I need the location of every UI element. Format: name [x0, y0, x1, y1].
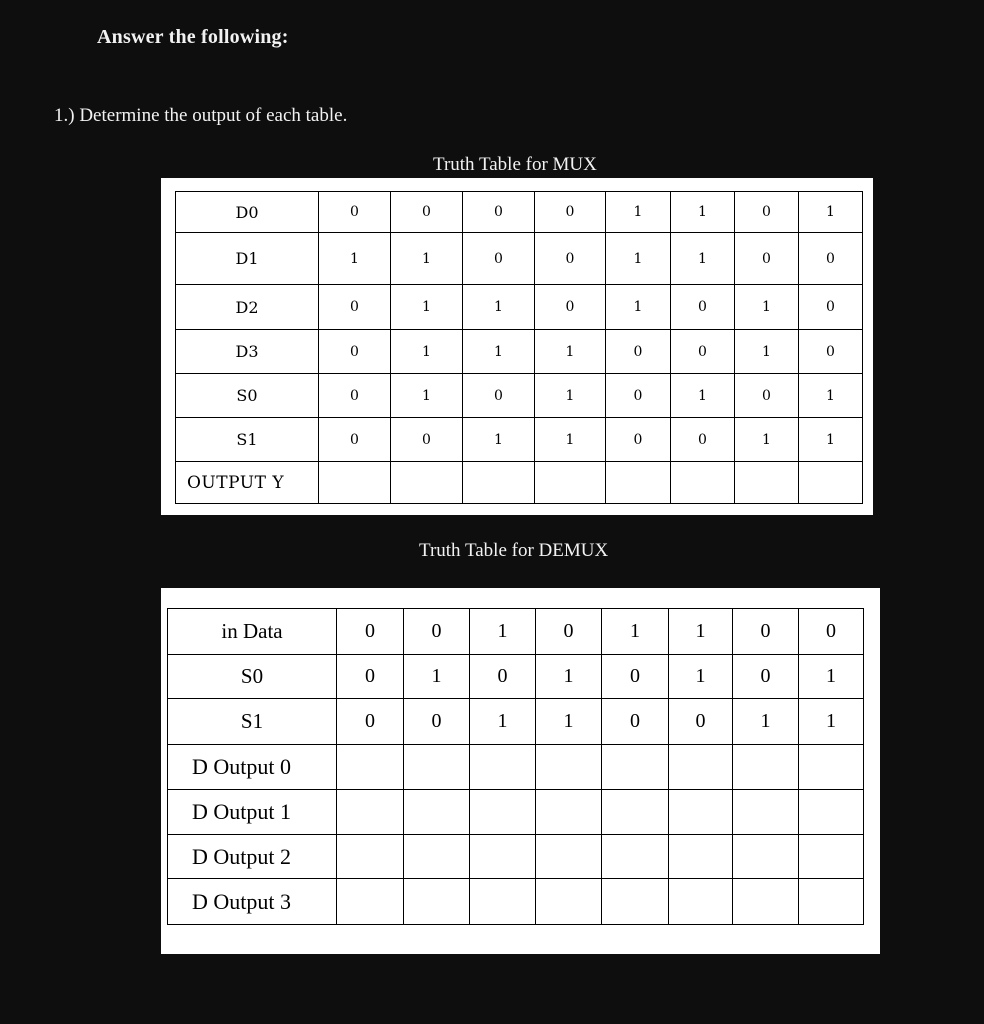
mux-cell: 0	[606, 330, 671, 374]
mux-output-answer-cell[interactable]	[799, 462, 863, 504]
mux-cell: 1	[671, 374, 735, 418]
demux-output-answer-cell[interactable]	[799, 835, 864, 879]
question-text: 1.) Determine the output of each table.	[54, 105, 348, 126]
mux-cell: 0	[319, 374, 391, 418]
mux-cell: 0	[463, 374, 535, 418]
mux-row-d0	[176, 192, 863, 233]
demux-row-output-1	[168, 790, 864, 835]
mux-cell: 1	[391, 285, 463, 330]
demux-output-answer-cell[interactable]	[799, 790, 864, 835]
mux-cell: 1	[799, 192, 863, 233]
demux-cell: 1	[733, 699, 799, 745]
demux-output-answer-cell[interactable]	[799, 879, 864, 925]
demux-table-caption: Truth Table for DEMUX	[419, 540, 609, 561]
demux-cell: 0	[733, 609, 799, 655]
demux-output-label: D Output 3	[168, 879, 337, 925]
demux-cell: 0	[337, 699, 404, 745]
mux-cell: 1	[606, 192, 671, 233]
mux-cell: 0	[799, 330, 863, 374]
mux-row-d3	[176, 330, 863, 374]
demux-output-answer-cell[interactable]	[337, 879, 404, 925]
mux-output-answer-cell[interactable]	[671, 462, 735, 504]
mux-row-label: S1	[176, 418, 319, 462]
mux-row-d1	[176, 233, 863, 285]
mux-cell: 0	[319, 330, 391, 374]
mux-cell: 0	[671, 285, 735, 330]
demux-output-answer-cell[interactable]	[733, 835, 799, 879]
demux-cell: 0	[669, 699, 733, 745]
mux-cell: 0	[463, 233, 535, 285]
demux-cell: 1	[669, 655, 733, 699]
mux-cell: 1	[735, 330, 799, 374]
mux-cell: 0	[735, 192, 799, 233]
demux-cell: 0	[536, 609, 602, 655]
demux-cell: 1	[536, 655, 602, 699]
demux-cell: 1	[536, 699, 602, 745]
mux-row-label: D2	[176, 285, 319, 330]
demux-cell: 1	[470, 609, 536, 655]
demux-output-answer-cell[interactable]	[337, 745, 404, 790]
mux-cell: 0	[671, 418, 735, 462]
demux-cell: 0	[799, 609, 864, 655]
mux-cell: 1	[535, 330, 606, 374]
mux-cell: 1	[606, 233, 671, 285]
demux-output-answer-cell[interactable]	[337, 790, 404, 835]
demux-cell: 0	[733, 655, 799, 699]
mux-output-answer-cell[interactable]	[319, 462, 391, 504]
mux-output-label: OUTPUT Y	[176, 462, 319, 504]
demux-output-answer-cell[interactable]	[536, 745, 602, 790]
mux-cell: 1	[463, 330, 535, 374]
demux-output-answer-cell[interactable]	[602, 745, 669, 790]
mux-cell: 0	[606, 418, 671, 462]
demux-output-label: D Output 2	[168, 835, 337, 879]
mux-cell: 0	[391, 192, 463, 233]
demux-output-answer-cell[interactable]	[669, 879, 733, 925]
mux-cell: 1	[319, 233, 391, 285]
mux-cell: 0	[799, 285, 863, 330]
mux-output-answer-cell[interactable]	[391, 462, 463, 504]
demux-output-answer-cell[interactable]	[470, 745, 536, 790]
demux-row-output-3	[168, 879, 864, 925]
mux-cell: 1	[391, 374, 463, 418]
mux-cell: 0	[319, 192, 391, 233]
mux-cell: 0	[319, 418, 391, 462]
mux-output-answer-cell[interactable]	[606, 462, 671, 504]
demux-output-answer-cell[interactable]	[470, 790, 536, 835]
mux-row-s0	[176, 374, 863, 418]
demux-cell: 1	[669, 609, 733, 655]
mux-cell: 0	[319, 285, 391, 330]
demux-output-answer-cell[interactable]	[404, 879, 470, 925]
mux-cell: 1	[735, 418, 799, 462]
demux-output-answer-cell[interactable]	[404, 790, 470, 835]
mux-cell: 0	[799, 233, 863, 285]
demux-row-s0	[168, 655, 864, 699]
demux-cell: 1	[404, 655, 470, 699]
mux-cell: 0	[463, 192, 535, 233]
demux-output-answer-cell[interactable]	[602, 790, 669, 835]
mux-output-answer-cell[interactable]	[735, 462, 799, 504]
demux-cell: 0	[337, 655, 404, 699]
demux-cell: 0	[602, 655, 669, 699]
mux-cell: 1	[535, 374, 606, 418]
demux-output-answer-cell[interactable]	[669, 790, 733, 835]
demux-output-answer-cell[interactable]	[669, 745, 733, 790]
demux-cell: 0	[470, 655, 536, 699]
demux-cell: 0	[602, 699, 669, 745]
mux-cell: 1	[735, 285, 799, 330]
demux-row-output-0	[168, 745, 864, 790]
demux-table-panel	[161, 588, 880, 954]
demux-output-answer-cell[interactable]	[733, 790, 799, 835]
demux-output-answer-cell[interactable]	[337, 835, 404, 879]
demux-output-answer-cell[interactable]	[404, 745, 470, 790]
mux-cell: 1	[463, 418, 535, 462]
demux-output-label: D Output 1	[168, 790, 337, 835]
demux-output-answer-cell[interactable]	[799, 745, 864, 790]
mux-cell: 1	[671, 192, 735, 233]
demux-output-label: D Output 0	[168, 745, 337, 790]
mux-cell: 1	[799, 374, 863, 418]
mux-table-caption: Truth Table for MUX	[433, 154, 597, 175]
mux-cell: 0	[671, 330, 735, 374]
demux-output-answer-cell[interactable]	[404, 835, 470, 879]
demux-output-answer-cell[interactable]	[602, 879, 669, 925]
mux-row-label: D1	[176, 233, 319, 285]
demux-output-answer-cell[interactable]	[733, 745, 799, 790]
demux-row-label: in Data	[168, 609, 337, 655]
demux-cell: 1	[470, 699, 536, 745]
mux-output-answer-cell[interactable]	[463, 462, 535, 504]
mux-truth-table	[175, 191, 863, 504]
demux-cell: 1	[799, 699, 864, 745]
demux-output-answer-cell[interactable]	[733, 879, 799, 925]
mux-row-s1	[176, 418, 863, 462]
page-heading: Answer the following:	[97, 26, 289, 48]
demux-cell: 1	[602, 609, 669, 655]
demux-row-label: S0	[168, 655, 337, 699]
mux-cell: 1	[799, 418, 863, 462]
mux-cell: 0	[535, 233, 606, 285]
mux-cell: 1	[391, 233, 463, 285]
demux-row-label: S1	[168, 699, 337, 745]
demux-output-answer-cell[interactable]	[470, 879, 536, 925]
demux-cell: 0	[404, 699, 470, 745]
mux-cell: 0	[735, 233, 799, 285]
mux-cell: 0	[535, 192, 606, 233]
demux-cell: 0	[404, 609, 470, 655]
mux-row-label: D0	[176, 192, 319, 233]
mux-row-d2	[176, 285, 863, 330]
demux-truth-table	[167, 608, 864, 925]
mux-row-label: S0	[176, 374, 319, 418]
mux-cell: 1	[463, 285, 535, 330]
demux-cell: 1	[799, 655, 864, 699]
mux-table-panel	[161, 178, 873, 515]
mux-cell: 1	[535, 418, 606, 462]
mux-row-output-y	[176, 462, 863, 504]
mux-output-answer-cell[interactable]	[535, 462, 606, 504]
mux-cell: 0	[535, 285, 606, 330]
mux-cell: 0	[735, 374, 799, 418]
mux-cell: 0	[391, 418, 463, 462]
demux-output-answer-cell[interactable]	[536, 790, 602, 835]
demux-output-answer-cell[interactable]	[602, 835, 669, 879]
demux-row-s1	[168, 699, 864, 745]
demux-cell: 0	[337, 609, 404, 655]
mux-cell: 1	[391, 330, 463, 374]
mux-row-label: D3	[176, 330, 319, 374]
mux-cell: 1	[606, 285, 671, 330]
mux-cell: 1	[671, 233, 735, 285]
demux-output-answer-cell[interactable]	[536, 879, 602, 925]
demux-row-output-2	[168, 835, 864, 879]
mux-cell: 0	[606, 374, 671, 418]
demux-output-answer-cell[interactable]	[470, 835, 536, 879]
demux-output-answer-cell[interactable]	[669, 835, 733, 879]
demux-output-answer-cell[interactable]	[536, 835, 602, 879]
demux-row-in-data	[168, 609, 864, 655]
